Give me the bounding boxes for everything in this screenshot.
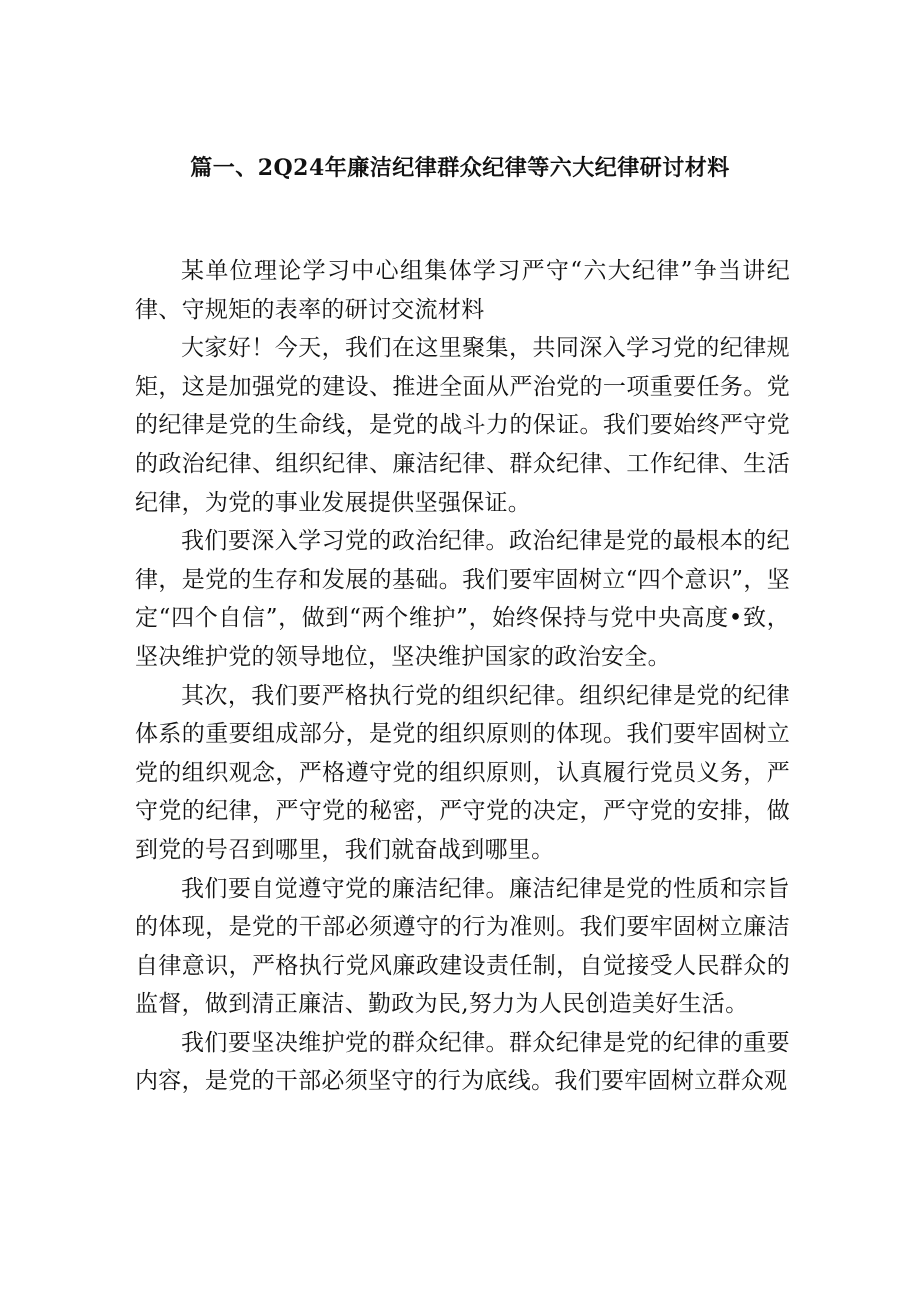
paragraph-mass-discipline: 我们要坚决维护党的群众纪律。群众纪律是党的纪律的重要内容，是党的干部必须坚守的行为底线。我们要牢固树立群众观 [135, 1029, 790, 1095]
paragraph-political-discipline: 我们要深入学习党的政治纪律。政治纪律是党的最根本的纪律，是党的生存和发展的基础。我们要牢固树立“四个意识”，坚定“四个自信”，做到“两个维护”，始终保持与党中央高度•致，坚决维护党的领导地位，坚决维护国家的政治安全。 [135, 528, 790, 670]
paragraph-greeting: 大家好！今天，我们在这里聚集，共同深入学习党的纪律规矩，这是加强党的建设、推进全面从严治党的一项重要任务。党的纪律是党的生命线，是党的战斗力的保证。我们要始终严守党的政治纪律、组织纪律、廉洁纪律、群众纪律、工作纪律、生活纪律，为党的事业发展提供坚强保证。 [135, 335, 790, 516]
document-title: 篇一、2Q24年廉洁纪律群众纪律等六大纪律研讨材料 [190, 155, 730, 181]
document-body [135, 252, 790, 1101]
paragraph-intro-heading: 某单位理论学习中心组集体学习严守“六大纪律”争当讲纪律、守规矩的表率的研讨交流材料 [135, 258, 790, 323]
paragraph-integrity-discipline: 我们要自觉遵守党的廉洁纪律。廉洁纪律是党的性质和宗旨的体现，是党的干部必须遵守的行为准则。我们要牢固树立廉洁自律意识，严格执行党风廉政建设责任制，自觉接受人民群众的监督，做到清正廉洁、勤政为民,努力为人民创造美好生活。 [135, 875, 790, 1018]
paragraph-organizational-discipline: 其次，我们要严格执行党的组织纪律。组织纪律是党的纪律体系的重要组成部分，是党的组织原则的体现。我们要牢固树立党的组织观念，严格遵守党的组织原则，认真履行党员义务，严守党的纪律，严守党的秘密，严守党的决定，严守党的安排，做到党的号召到哪里，我们就奋战到哪里。 [135, 682, 790, 863]
